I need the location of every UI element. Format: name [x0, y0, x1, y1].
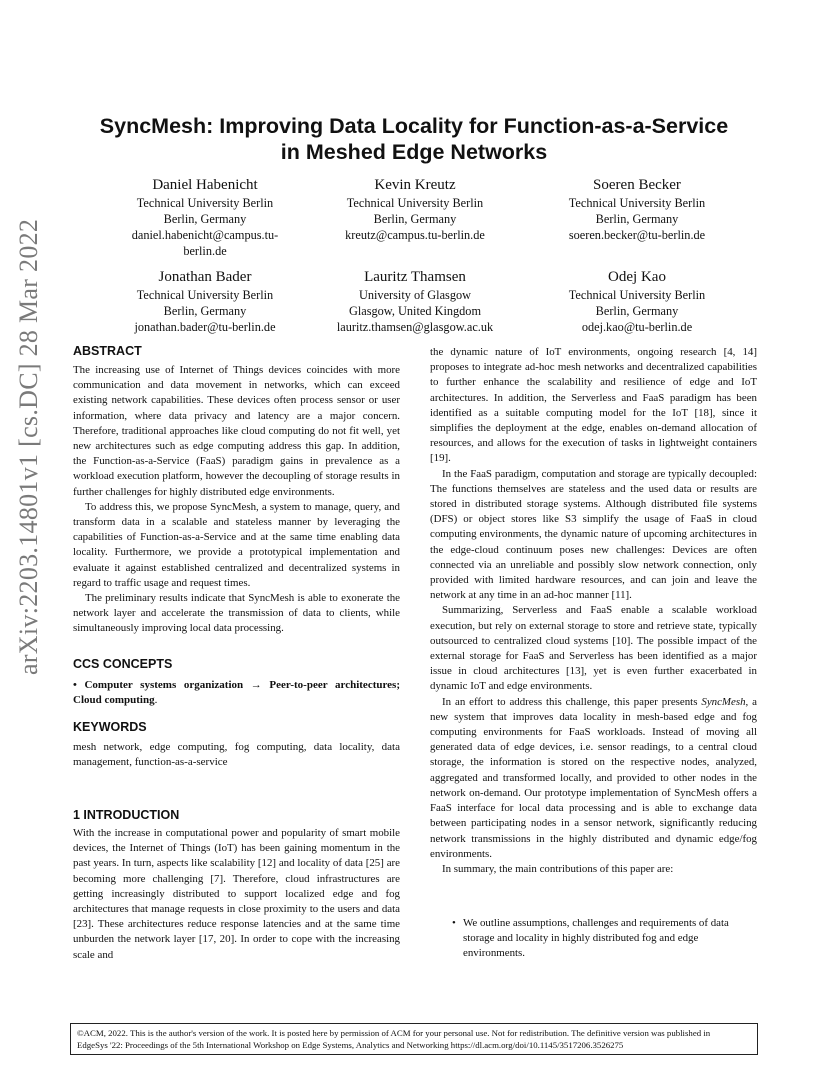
ccs-concepts: • Computer systems organization → Peer-to-peer architectures; Cloud computing: [73, 679, 400, 707]
author-block: [90, 175, 320, 259]
author-affiliation: University of Glasgow: [358, 288, 472, 302]
author-location: Berlin, Germany: [595, 212, 679, 226]
keywords-text: mesh network, edge computing, fog computing, data locality, data management, function-as-a-service: [73, 741, 400, 769]
bullet-icon: •: [452, 917, 456, 929]
author-affiliation: Technical University Berlin: [568, 196, 706, 210]
abstract-paragraph: To address this, we propose SyncMesh, a system to manage, query, and transform data in a scalable and stateless manner by leveraging the capabilities of Function-as-a-Service and at the same time enabling data locality. Furthermore, we provide a prototypical implementation and evaluate it against established centralized and decentralized systems in regard to traffic usage and request times.: [73, 500, 400, 589]
system-name: SyncMesh: [701, 695, 746, 708]
author-block: [90, 267, 320, 335]
author-affiliation: Technical University Berlin: [346, 196, 484, 210]
author-location: Berlin, Germany: [595, 304, 679, 318]
author-email[interactable]: soeren.becker@tu-berlin.de: [568, 228, 706, 242]
author-name: Soeren Becker: [593, 177, 681, 193]
author-email[interactable]: daniel.habenicht@campus.tu-: [131, 228, 279, 242]
author-location: Berlin, Germany: [163, 212, 247, 226]
abstract-heading: ABSTRACT: [73, 344, 142, 358]
author-location: Berlin, Germany: [373, 212, 457, 226]
intro-text: In an effort to address this challenge, this paper presents: [442, 695, 702, 708]
author-email-cont[interactable]: berlin.de: [183, 244, 227, 258]
author-block: [300, 175, 530, 243]
intro-paragraph: In the FaaS paradigm, computation and storage are typically decoupled: The functions themselves are stateless and the used data or results are stored in distributed storage systems. Although distributed file systems (DFS) or object stores like S3 simplify the usage of FaaS in cloud computing environments, the dynamic nature of upcoming architectures in the edge-cloud continuum poses new challenges: Devices are often connected via an unreliable and possibly slow network connection, only provided with limited hardware resources, and can join and leave the network at any time in an ad-hoc manner [11].: [430, 467, 757, 602]
introduction-body-right: [430, 345, 757, 877]
copyright-footer: [70, 1023, 758, 1055]
author-name: Odej Kao: [608, 269, 666, 285]
introduction-body-left: [73, 826, 400, 963]
author-affiliation: Technical University Berlin: [568, 288, 706, 302]
author-email[interactable]: kreutz@campus.tu-berlin.de: [345, 228, 485, 242]
author-name: Kevin Kreutz: [374, 177, 456, 193]
intro-paragraph: In summary, the main contributions of this paper are:: [442, 862, 674, 875]
bullet-text: We outline assumptions, challenges and requirements of data storage and locality in highly distributed fog and edge environments.: [463, 917, 729, 960]
author-affiliation: Technical University Berlin: [136, 196, 274, 210]
author-location: Berlin, Germany: [163, 304, 247, 318]
introduction-heading: 1 INTRODUCTION: [73, 808, 180, 822]
author-block: [300, 267, 530, 335]
ccs-end: .: [154, 694, 158, 707]
author-location: Glasgow, United Kingdom: [348, 304, 482, 318]
author-email[interactable]: lauritz.thamsen@glasgow.ac.uk: [336, 320, 494, 334]
author-affiliation: Technical University Berlin: [136, 288, 274, 302]
footer-line: EdgeSys '22: Proceedings of the 5th International Workshop on Edge Systems, Analytics and Networking https://dl.acm.org/doi/10.1145/3517206.3526275: [77, 1040, 624, 1050]
intro-paragraph: [430, 695, 757, 862]
intro-text: , a new system that improves data locality in mesh-based edge and fog computing environments for FaaS workloads. Instead of moving all generated data of edge devices, i.e. sensor readings, to a central cloud storage, the information is stored on the respective nodes, analyzed, aggregated and transformed locally, and provided to other nodes in the network on-demand. Our prototype implementation of SyncMesh offers a FaaS interface for local data processing and is able to exchange data between participating nodes in a sensor network, significantly reducing network transmissions in the highly distributed and dynamic edge/fog environments.: [430, 695, 757, 860]
footer-line: ©ACM, 2022. This is the author's version of the work. It is posted here by permission of ACM for your personal use. Not for redistribution. The definitive version was published in: [77, 1028, 711, 1038]
author-name: Jonathan Bader: [158, 269, 252, 285]
author-block: [522, 175, 752, 243]
ccs-heading: CCS CONCEPTS: [73, 657, 173, 671]
intro-paragraph: With the increase in computational power and popularity of smart mobile devices, the Internet of Things (IoT) has been gaining momentum in the past years. In turn, aspects like scalability [12] and locality of data [25] are becoming more challenging [7]. Therefore, cloud infrastructures are getting increasingly distributed to support localized edge and fog architectures that manage requests in close proximity to the users and data [23]. These architectures reduce response latencies and at the same time unburden the network layer [17, 20]. In order to cope with the increasing scale and: [73, 827, 400, 961]
ccs-text: [73, 678, 400, 708]
author-block: [522, 267, 752, 335]
abstract-body: [73, 363, 400, 637]
author-email[interactable]: jonathan.bader@tu-berlin.de: [134, 320, 276, 334]
keywords-heading: KEYWORDS: [73, 720, 147, 734]
contribution-bullet: [452, 916, 757, 962]
abstract-paragraph: The increasing use of Internet of Things devices coincides with more communication and data movement in networks, which can exceed existing network capabilities. These devices often process sensor or user information, where data privacy and latency are a major concern. Therefore, traditional approaches like cloud computing do not fit well, yet new architectures such as edge computing address this gap. In addition, the Function-as-a-Service (FaaS) paradigm gains in prevalence as a workload execution platform, however the decoupling of storage results in further challenges for highly distributed edge environments.: [73, 364, 400, 498]
paper-title-line1: SyncMesh: Improving Data Locality for Function-as-a-Service: [99, 114, 729, 138]
author-name: Lauritz Thamsen: [364, 269, 466, 285]
paper-title-line2: in Meshed Edge Networks: [280, 140, 548, 164]
intro-paragraph: Summarizing, Serverless and FaaS enable a scalable workload execution, but rely on external storage to store and retrieve state, typically outsourced to centralized cloud systems [10]. The possible impact of the external storage for FaaS and Serverless has been identified as a major issue in cloud architectures [13], yet is even further exacerbated in dynamic IoT and edge environments.: [430, 604, 757, 693]
arxiv-sidebar-stamp: arXiv:2203.14801v1 [cs.DC] 28 Mar 2022: [14, 218, 43, 675]
abstract-paragraph: The preliminary results indicate that SyncMesh is able to exonerate the network layer and accelerate the transmission of data to clients, while simultaneously improving local data processing.: [73, 592, 400, 635]
author-name: Daniel Habenicht: [152, 177, 258, 193]
author-email[interactable]: odej.kao@tu-berlin.de: [581, 320, 693, 334]
intro-paragraph: the dynamic nature of IoT environments, ongoing research [4, 14] proposes to integrate ad-hoc mesh networks and decentralized capabilities to further enhance the scalability and resilience of edge and IoT architectures. In addition, the Serverless and FaaS paradigm has been identified as a suitable computing model for the IoT [18], since it simplifies the deployment at the edge, enables on-demand allocation of resources, and allows for the execution of tasks in lightweight containers [19].: [430, 346, 757, 465]
